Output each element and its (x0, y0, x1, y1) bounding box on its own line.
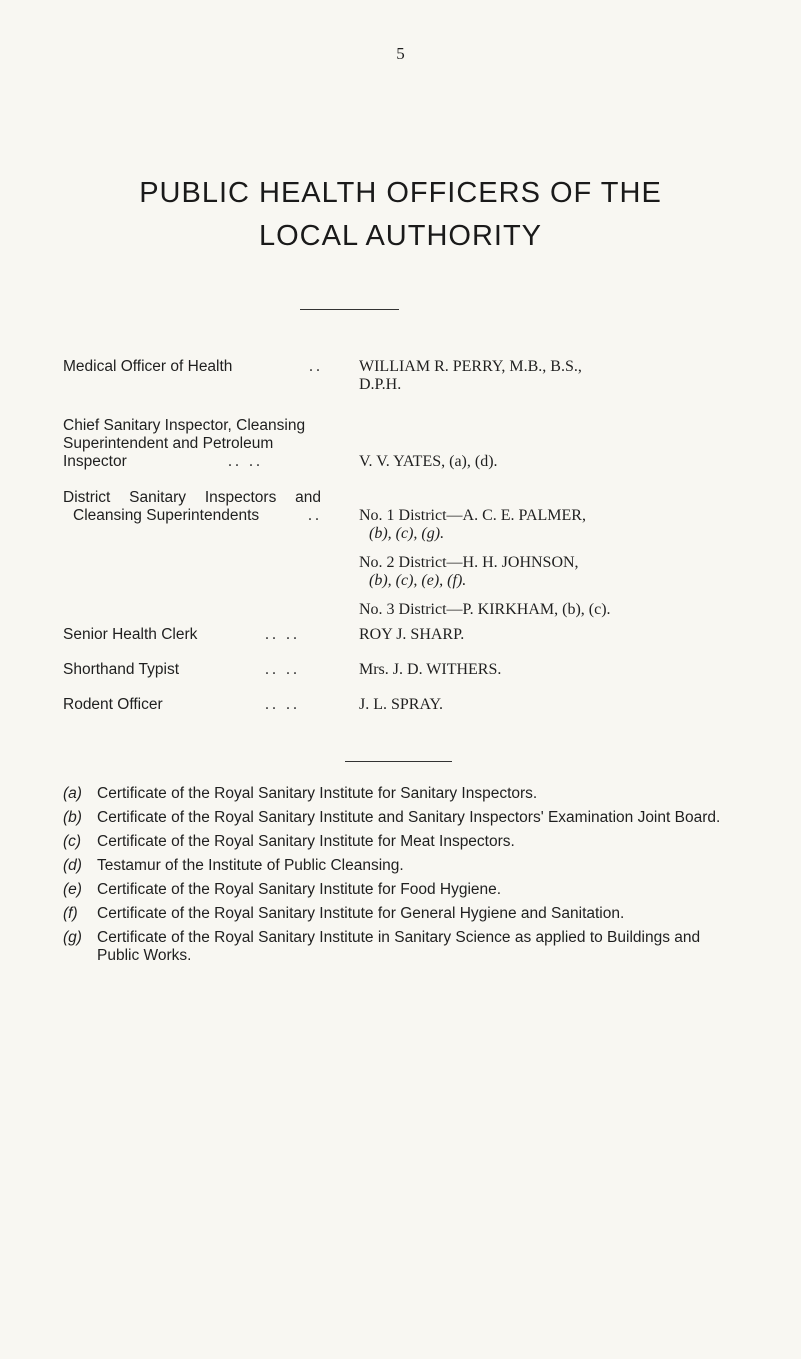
name-line: V. V. YATES, (a), (d). (359, 453, 498, 470)
district-line: No. 1 District—A. C. E. PALMER, (359, 507, 586, 524)
district-quals: (b), (c), (g). (369, 525, 445, 542)
note-text: Testamur of the Institute of Public Cleansing. (97, 857, 404, 874)
officer-name (359, 453, 743, 471)
dot-leader: .. (308, 507, 322, 524)
note-key: (d) (63, 857, 82, 874)
district-line: No. 3 District—P. KIRKHAM, (b), (c). (359, 601, 611, 618)
qualification-notes (63, 785, 743, 971)
name-line: Mrs. J. D. WITHERS. (359, 661, 502, 678)
district-entry (359, 507, 743, 543)
note-text: Certificate of the Royal Sanitary Institute for Meat Inspectors. (97, 833, 515, 850)
dot-leader: .. .. (265, 696, 300, 713)
note-text: Certificate of the Royal Sanitary Institute and Sanitary Inspectors' Examination Joint Board. (97, 809, 721, 826)
role-line: Cleansing Superintendents (73, 507, 260, 524)
note-d (63, 857, 743, 875)
role-line: Rodent Officer (63, 696, 163, 713)
officer-role (63, 489, 323, 525)
title-line-1: PUBLIC HEALTH OFFICERS OF THE (139, 177, 662, 209)
role-line: Inspector (63, 453, 127, 470)
role-line: Medical Officer of Health (63, 358, 233, 375)
district-entry (359, 601, 743, 619)
title-divider (300, 309, 399, 310)
role-line: Chief Sanitary Inspector, Cleansing (63, 417, 306, 434)
name-line: J. L. SPRAY. (359, 696, 444, 713)
officer-name (359, 626, 743, 644)
officer-name (359, 661, 743, 679)
title-line-2: LOCAL AUTHORITY (258, 220, 543, 252)
role-line: Shorthand Typist (63, 661, 180, 678)
note-text: Certificate of the Royal Sanitary Institute for Sanitary Inspectors. (97, 785, 538, 802)
district-quals: (b), (c), (e), (f). (369, 572, 467, 589)
note-text: Certificate of the Royal Sanitary Institute for Food Hygiene. (97, 881, 502, 898)
page-number: 5 (396, 44, 405, 63)
note-key: (f) (63, 905, 78, 922)
note-key: (b) (63, 809, 82, 826)
role-line: Senior Health Clerk (63, 626, 198, 643)
name-line: WILLIAM R. PERRY, M.B., B.S., (359, 358, 582, 375)
page-title (0, 172, 801, 258)
note-key: (e) (63, 881, 82, 898)
note-key: (a) (63, 785, 82, 802)
dot-leader: .. (309, 358, 323, 375)
note-g (63, 929, 743, 965)
dot-leader: .. .. (265, 626, 300, 643)
role-line: Superintendent and Petroleum (63, 435, 274, 452)
role-line: District Sanitary Inspectors and (63, 489, 321, 506)
dot-leader: .. .. (265, 661, 300, 678)
officer-name (359, 358, 743, 394)
note-e (63, 881, 743, 899)
district-list (359, 507, 743, 619)
officer-role (63, 417, 323, 471)
note-key: (c) (63, 833, 82, 850)
officer-name (359, 696, 743, 714)
note-text: Certificate of the Royal Sanitary Institute in Sanitary Science as applied to Buildings and Public Works. (97, 929, 701, 964)
note-text: Certificate of the Royal Sanitary Institute for General Hygiene and Sanitation. (97, 905, 625, 922)
note-c (63, 833, 743, 851)
note-a (63, 785, 743, 803)
name-line: D.P.H. (359, 376, 402, 393)
notes-divider (345, 761, 452, 762)
note-key: (g) (63, 929, 82, 946)
name-line: ROY J. SHARP. (359, 626, 465, 643)
dot-leader: .. .. (228, 453, 263, 470)
note-f (63, 905, 743, 923)
district-entry (359, 554, 743, 590)
district-line: No. 2 District—H. H. JOHNSON, (359, 554, 579, 571)
note-b (63, 809, 743, 827)
officer-role (63, 358, 323, 376)
